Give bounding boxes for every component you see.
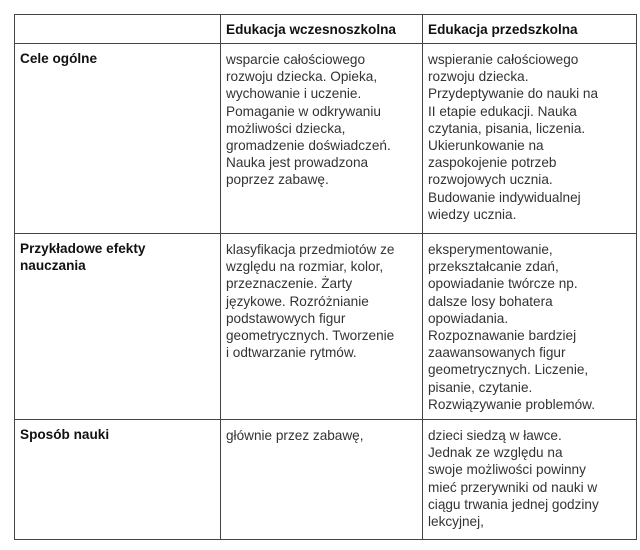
comparison-table <box>14 14 637 540</box>
table-row <box>15 420 637 540</box>
cell-early-school[interactable]: głównie przez zabawę, <box>221 420 423 540</box>
cell-preschool[interactable]: dzieci siedzą w ławce. Jednak ze względu na swoje możliwości powinny mieć przerywniki od nauki w ciągu trwania jednej godziny lekcyjnej, <box>423 420 637 540</box>
header-early-school: Edukacja wczesnoszkolna <box>221 15 423 44</box>
table-row <box>15 234 637 420</box>
row-label[interactable]: Przykładowe efekty nauczania <box>15 234 221 420</box>
cell-preschool[interactable]: wspieranie całościowego rozwoju dziecka. Przydeptywanie do nauki na II etapie edukacji. Nauka czytania, pisania, liczenia. Ukierunkowanie na zaspokojenie potrzeb rozwojowych ucznia. Budowanie indywidualnej wiedzy ucznia. <box>423 44 637 234</box>
header-empty <box>15 15 221 44</box>
header-row <box>15 15 637 44</box>
table-row <box>15 44 637 234</box>
cell-early-school[interactable]: wsparcie całościowego rozwoju dziecka. Opieka, wychowanie i uczenie. Pomaganie w odkrywaniu możliwości dziecka, gromadzenie doświadczeń. Nauka jest prowadzona poprzez zabawę. <box>221 44 423 234</box>
row-label[interactable]: Cele ogólne <box>15 44 221 234</box>
row-label[interactable]: Sposób nauki <box>15 420 221 540</box>
cell-early-school[interactable]: klasyfikacja przedmiotów ze względu na rozmiar, kolor, przeznaczenie. Żarty językowe. Rozróżnianie podstawowych figur geometrycznych. Tworzenie i odtwarzanie rytmów. <box>221 234 423 420</box>
header-preschool: Edukacja przedszkolna <box>423 15 637 44</box>
cell-preschool[interactable]: eksperymentowanie, przekształcanie zdań, opowiadanie twórcze np. dalsze losy bohatera opowiadania. Rozpoznawanie bardziej zaawansowanych figur geometrycznych. Liczenie, pisanie, czytanie. Rozwiązywanie problemów. <box>423 234 637 420</box>
